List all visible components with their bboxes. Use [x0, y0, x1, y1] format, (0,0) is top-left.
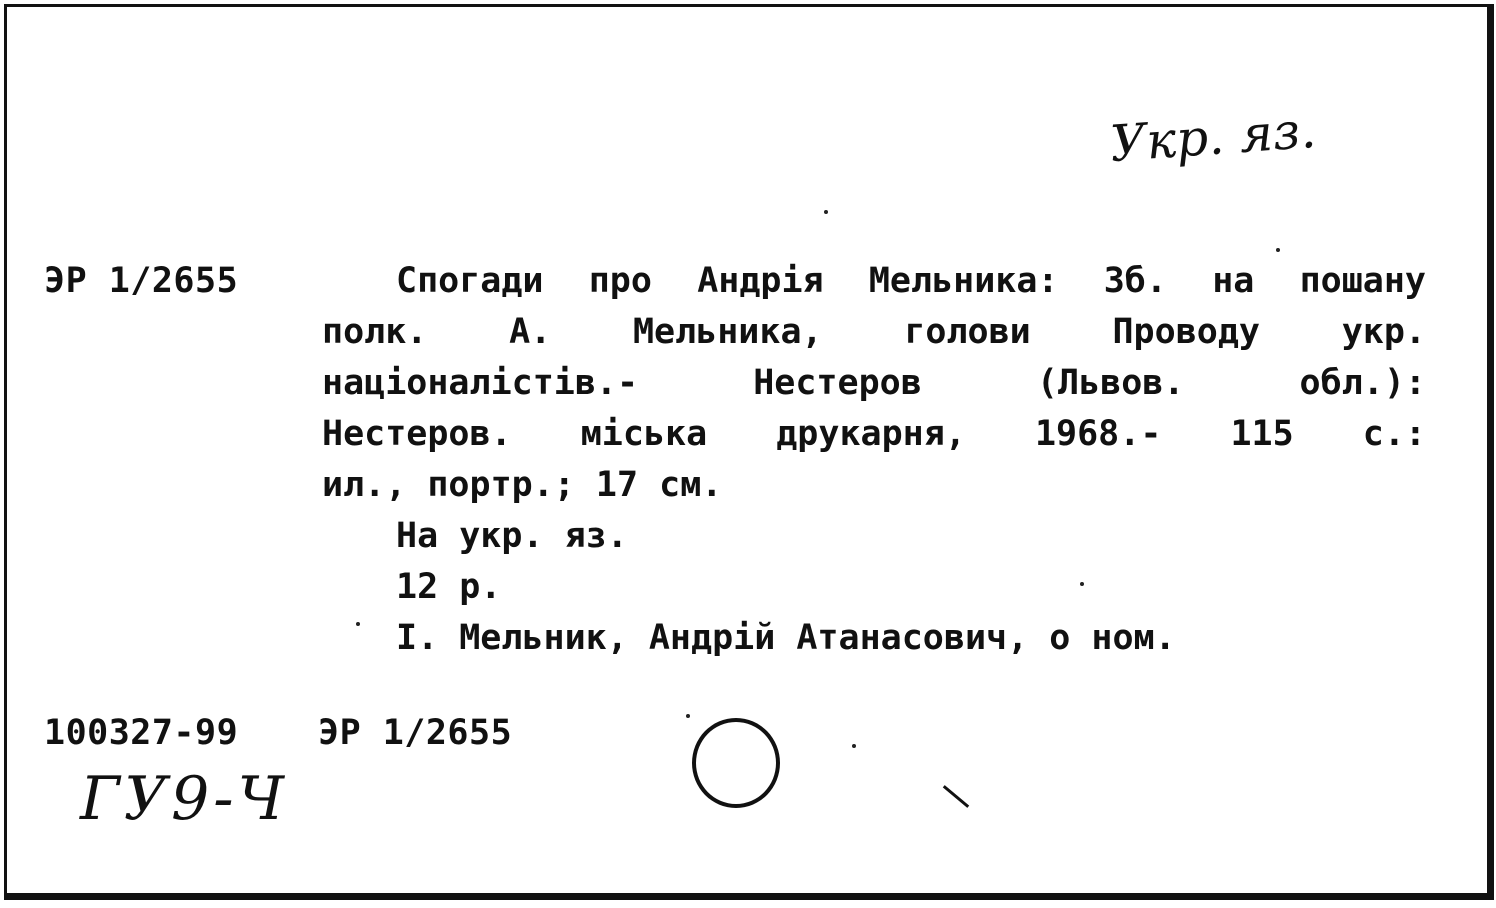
speck	[686, 714, 690, 718]
description-line: полк. А. Мельника, голови Проводу укр.	[322, 312, 1426, 352]
description-line: Спогади про Андрія Мельника: Зб. на пошану	[396, 261, 1426, 301]
description-line: Нестеров. міська друкарня, 1968.- 115 с.:	[322, 414, 1426, 454]
subject-entry: I. Мельник, Андрій Атанасович, о ном.	[396, 618, 1176, 658]
description-line: ил., портр.; 17 см.	[322, 465, 723, 505]
shelfmark: ЭР 1/2655	[44, 261, 239, 301]
speck	[1276, 248, 1280, 252]
punch-hole	[692, 718, 780, 808]
bibliographic-description	[322, 256, 1426, 664]
language-note: На укр. яз.	[396, 516, 628, 556]
description-line: націоналістів.- Нестеров (Львов. обл.):	[322, 363, 1426, 403]
speck	[824, 210, 828, 214]
handwritten-language-note: Укр. яз.	[1108, 100, 1318, 174]
speck	[1080, 582, 1084, 586]
inventory-number: 100327-99	[44, 713, 239, 753]
inventory-shelfmark: ЭР 1/2655	[318, 713, 513, 753]
speck	[852, 744, 856, 748]
price-note: 12 р.	[396, 567, 502, 607]
handwritten-code: ГУ9-Ч	[80, 764, 288, 834]
speck	[356, 622, 360, 626]
